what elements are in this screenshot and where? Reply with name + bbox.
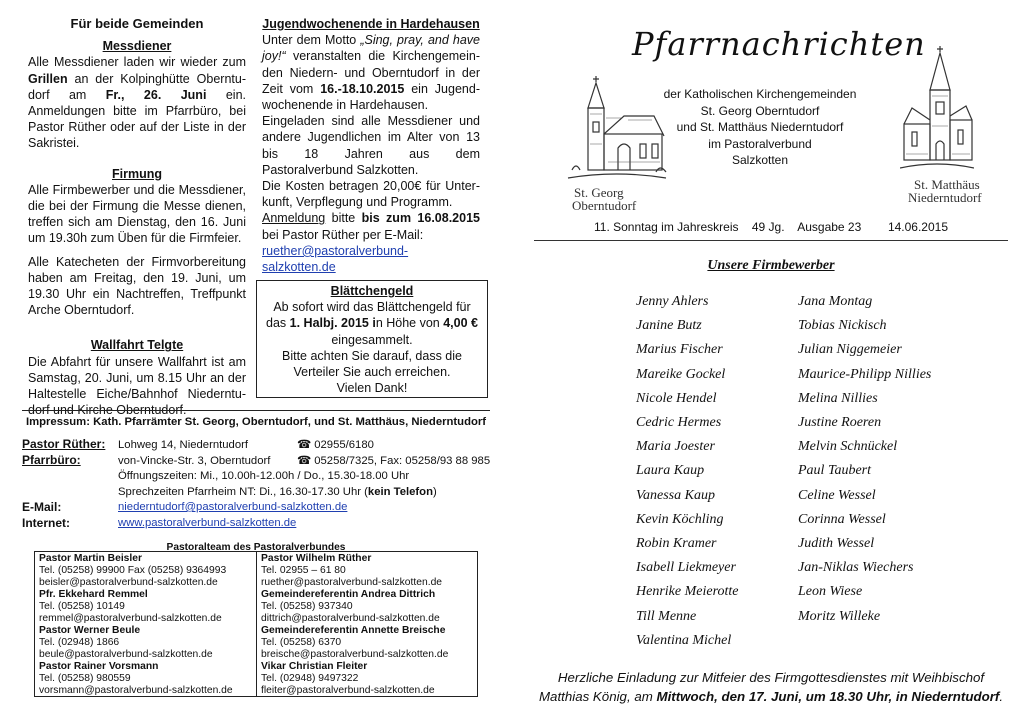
list-item: Vanessa Kaup [636, 487, 715, 503]
team-member-name: Pastor Martin Beisler [39, 553, 143, 564]
list-item: Henrike Meierotte [636, 584, 739, 600]
messdiener-title: Messdiener [102, 39, 172, 54]
blaettchengeld-line: Vielen Dank! [336, 381, 408, 396]
issue-line: 11. Sonntag im Jahreskreis 49 Jg. Ausgabe 23 14.06.2015 [594, 220, 948, 234]
team-table [34, 551, 478, 697]
buero-hours: Öffnungszeiten: Mi., 10.00h-12.00h / Do., 15.30-18.00 Uhr [118, 470, 410, 482]
list-item: Julian Niggemeier [798, 342, 902, 358]
team-member-mail: ruether@pastoralverbund-salzkotten.de [261, 577, 443, 588]
buero-address: von-Vincke-Str. 3, Oberntudorf [118, 455, 271, 467]
team-member-mail: breische@pastoralverbund-salzkotten.de [261, 649, 449, 660]
team-member-mail: vorsmann@pastoralverbund-salzkotten.de [39, 685, 233, 696]
team-member-mail: beisler@pastoralverbund-salzkotten.de [39, 577, 218, 588]
list-item: Kevin Köchling [636, 511, 724, 527]
pastor-address: Lohweg 14, Niederntudorf [118, 439, 249, 451]
masthead-subtitle: der Katholischen Kirchengemeinden St. Georg Oberntudorf und St. Matthäus Niederntudorf im Pastoralverbund Salzkotten [663, 87, 857, 167]
team-member-name: Gemeindereferentin Andrea Dittrich [261, 589, 436, 600]
team-member-mail: remmel@pastoralverbund-salzkotten.de [39, 613, 222, 624]
buero-phone: ☎ 05258/7325, Fax: 05258/93 88 985 [297, 455, 491, 467]
team-member-name: Pastor Rainer Vorsmann [39, 661, 159, 672]
team-member-tel: Tel. (02948) 1866 [39, 637, 120, 648]
team-column-left [35, 552, 257, 696]
church-left-label-2: Oberntudorf [572, 198, 637, 213]
list-item: Judith Wessel [798, 536, 875, 552]
blaettchengeld-line: das 1. Halbj. 2015 in Höhe von 4,00 € [266, 316, 478, 331]
team-member-mail: fleiter@pastoralverbund-salzkotten.de [261, 685, 435, 696]
team-member-tel: Tel. 02955 – 61 80 [261, 565, 346, 576]
firmbewerber-title: Unsere Firmbewerber [707, 258, 835, 273]
blaettchengeld-line: Verteiler Sie auch erreichen. [293, 365, 451, 380]
team-member-tel: Tel. (05258) 937340 [261, 601, 353, 612]
blaettchengeld-line: Ab sofort wird das Blättchengeld für [273, 300, 471, 315]
jugend-text-1: Unter dem Motto „Sing, pray, and have joy!“ veranstalten die Kirchengemein-den Niedern- und Oberntudorf in der Zeit vom 16.-18.10.2015 ein Jugend-wochenende in Hardehausen. [262, 33, 480, 113]
jugend-text-3: Die Kosten betragen 20,00€ für Unter-kunft, Verpflegung und Programm. [262, 179, 480, 210]
church-right-label-2: Niederntudorf [908, 190, 982, 205]
list-item: Justine Roeren [798, 415, 882, 431]
blaettchengeld-title: Blättchengeld [330, 284, 414, 298]
team-member-mail: beule@pastoralverbund-salzkotten.de [39, 649, 213, 660]
list-item: Isabell Liekmeyer [636, 560, 736, 576]
blaettchengeld-line: Bitte achten Sie darauf, dass die [282, 348, 462, 363]
team-member-name: Gemeindereferentin Annette Breische [261, 625, 446, 636]
email-label: E-Mail: [22, 500, 62, 514]
list-item: Janine Butz [636, 318, 702, 334]
list-item: Maria Joester [636, 439, 715, 455]
list-item: Moritz Willeke [798, 608, 881, 624]
list-item: Robin Kramer [636, 536, 717, 552]
list-item: Jan-Niklas Wiechers [798, 560, 914, 576]
list-item: Mareike Gockel [636, 366, 726, 382]
firmbewerber-column-right [798, 290, 998, 629]
phone-icon: ☎ [297, 455, 312, 467]
team-member-tel: Tel. (05258) 10149 [39, 601, 125, 612]
list-item: Paul Taubert [798, 463, 871, 479]
list-item: Jana Montag [798, 294, 873, 309]
list-item: Corinna Wessel [798, 511, 886, 527]
section-heading: Für beide Gemeinden [70, 16, 204, 31]
blaettchengeld-box [256, 280, 488, 398]
column-middle [262, 16, 480, 275]
list-item: Tobias Nickisch [798, 318, 887, 334]
list-item: Melina Nillies [798, 390, 878, 406]
list-item: Maurice-Philipp Nillies [798, 366, 932, 382]
church-right-label-1: St. Matthäus [914, 177, 980, 192]
masthead-title: Pfarrnachrichten [632, 25, 926, 63]
internet-link[interactable]: www.pastoralverbund-salzkotten.de [118, 517, 297, 529]
list-item: Jenny Ahlers [636, 294, 709, 309]
masthead-divider [534, 240, 1008, 241]
team-member-tel: Tel. (05258) 6370 [261, 637, 342, 648]
list-item: Melvin Schnückel [798, 439, 898, 455]
column-left [28, 16, 246, 418]
pastor-phone: ☎ 02955/6180 [297, 439, 374, 451]
pastor-label: Pastor Rüther: [22, 437, 106, 451]
church-st-georg-icon [566, 74, 668, 186]
list-item: Laura Kaup [636, 463, 705, 479]
sprechzeiten: Sprechzeiten Pfarrheim NT: Di., 16.30-17.30 Uhr (kein Telefon) [118, 486, 437, 498]
phone-icon: ☎ [297, 439, 312, 451]
church-left-label-1: St. Georg [574, 185, 624, 200]
firmung-text-1: Alle Firmbewerber und die Messdiener, die bei der Firmung die Messe dienen, treffen sich am Dienstag, den 16. Juni um 19.30h zum Üben für die Firmfeier. [28, 182, 246, 246]
team-member-name: Pastor Wilhelm Rüther [261, 553, 372, 564]
team-member-name: Vikar Christian Fleiter [261, 661, 368, 672]
team-member-tel: Tel. (05258) 99900 Fax (05258) 9364993 [39, 565, 227, 576]
team-member-name: Pastor Werner Beule [39, 625, 141, 636]
jugend-email-link[interactable]: ruether@pastoralverbund-salzkotten.de [262, 243, 409, 275]
firmgottesdienst-invitation: Herzliche Einladung zur Mitfeier des Firmgottesdienstes mit Weihbischof Matthias König, am Mittwoch, den 17. Juni, um 18.30 Uhr, in Niederntudorf. [538, 670, 1004, 704]
jugend-title: Jugendwochenende in Hardehausen [262, 17, 480, 31]
team-member-name: Pfr. Ekkehard Remmel [39, 589, 148, 600]
team-column-right [257, 552, 479, 698]
messdiener-text: Alle Messdiener laden wir wieder zum Grillen an der Kolpinghütte Oberntu-dorf am Fr., 26. Juni ein. Anmeldungen bitte im Pfarrbüro, bei Pastor Rüther oder auf der Liste in der Sakristei. [28, 55, 246, 151]
buero-label: Pfarrbüro: [22, 453, 81, 467]
list-item: Cedric Hermes [636, 415, 722, 431]
email-link[interactable]: niederntudorf@pastoralverbund-salzkotten.de [118, 501, 348, 513]
team-member-tel: Tel. (02948) 9497322 [261, 673, 359, 684]
firmung-text-2: Alle Katecheten der Firmvorbereitung haben am Freitag, den 19. Juni, um 19.30 Uhr ein Nachtreffen, Treffpunkt Arche Oberntudorf. [28, 254, 246, 318]
list-item: Nicole Hendel [636, 390, 717, 406]
firmbewerber-column-left [636, 290, 796, 653]
list-item: Leon Wiese [798, 584, 863, 600]
team-member-mail: dittrich@pastoralverbund-salzkotten.de [261, 613, 440, 624]
impressum-title: Impressum: Kath. Pfarrämter St. Georg, Oberntudorf, und St. Matthäus, Niederntudorf [25, 416, 487, 428]
list-item: Celine Wessel [798, 487, 876, 503]
impressum-divider [22, 410, 490, 411]
church-st-matthaeus-icon [900, 46, 974, 174]
wallfahrt-title: Wallfahrt Telgte [90, 338, 184, 353]
list-item: Marius Fischer [636, 342, 723, 358]
jugend-text-4: Anmeldung bitte bis zum 16.08.2015 bei Pastor Rüther per E-Mail: [262, 211, 480, 242]
internet-label: Internet: [22, 516, 70, 530]
list-item: Valentina Michel [636, 632, 732, 648]
jugend-text-2: Eingeladen sind alle Messdiener und andere Jugendlichen im Alter von 13 bis 18 Jahren aus dem Pastoralverbund Salzkotten. [262, 114, 480, 177]
blaettchengeld-line: eingesammelt. [331, 332, 413, 347]
team-title: Pastoralteam des Pastoralverbundes [166, 542, 346, 553]
wallfahrt-text: Die Abfahrt für unsere Wallfahrt ist am Samstag, 20. Juni, um 8.15 Uhr an der Haltestelle Eiche/Bahnhof Niederntu-dorf und Kirche Oberntudorf. [28, 354, 246, 418]
team-member-tel: Tel. (05258) 980559 [39, 673, 131, 684]
list-item: Till Menne [636, 608, 697, 624]
firmung-title: Firmung [112, 166, 162, 181]
